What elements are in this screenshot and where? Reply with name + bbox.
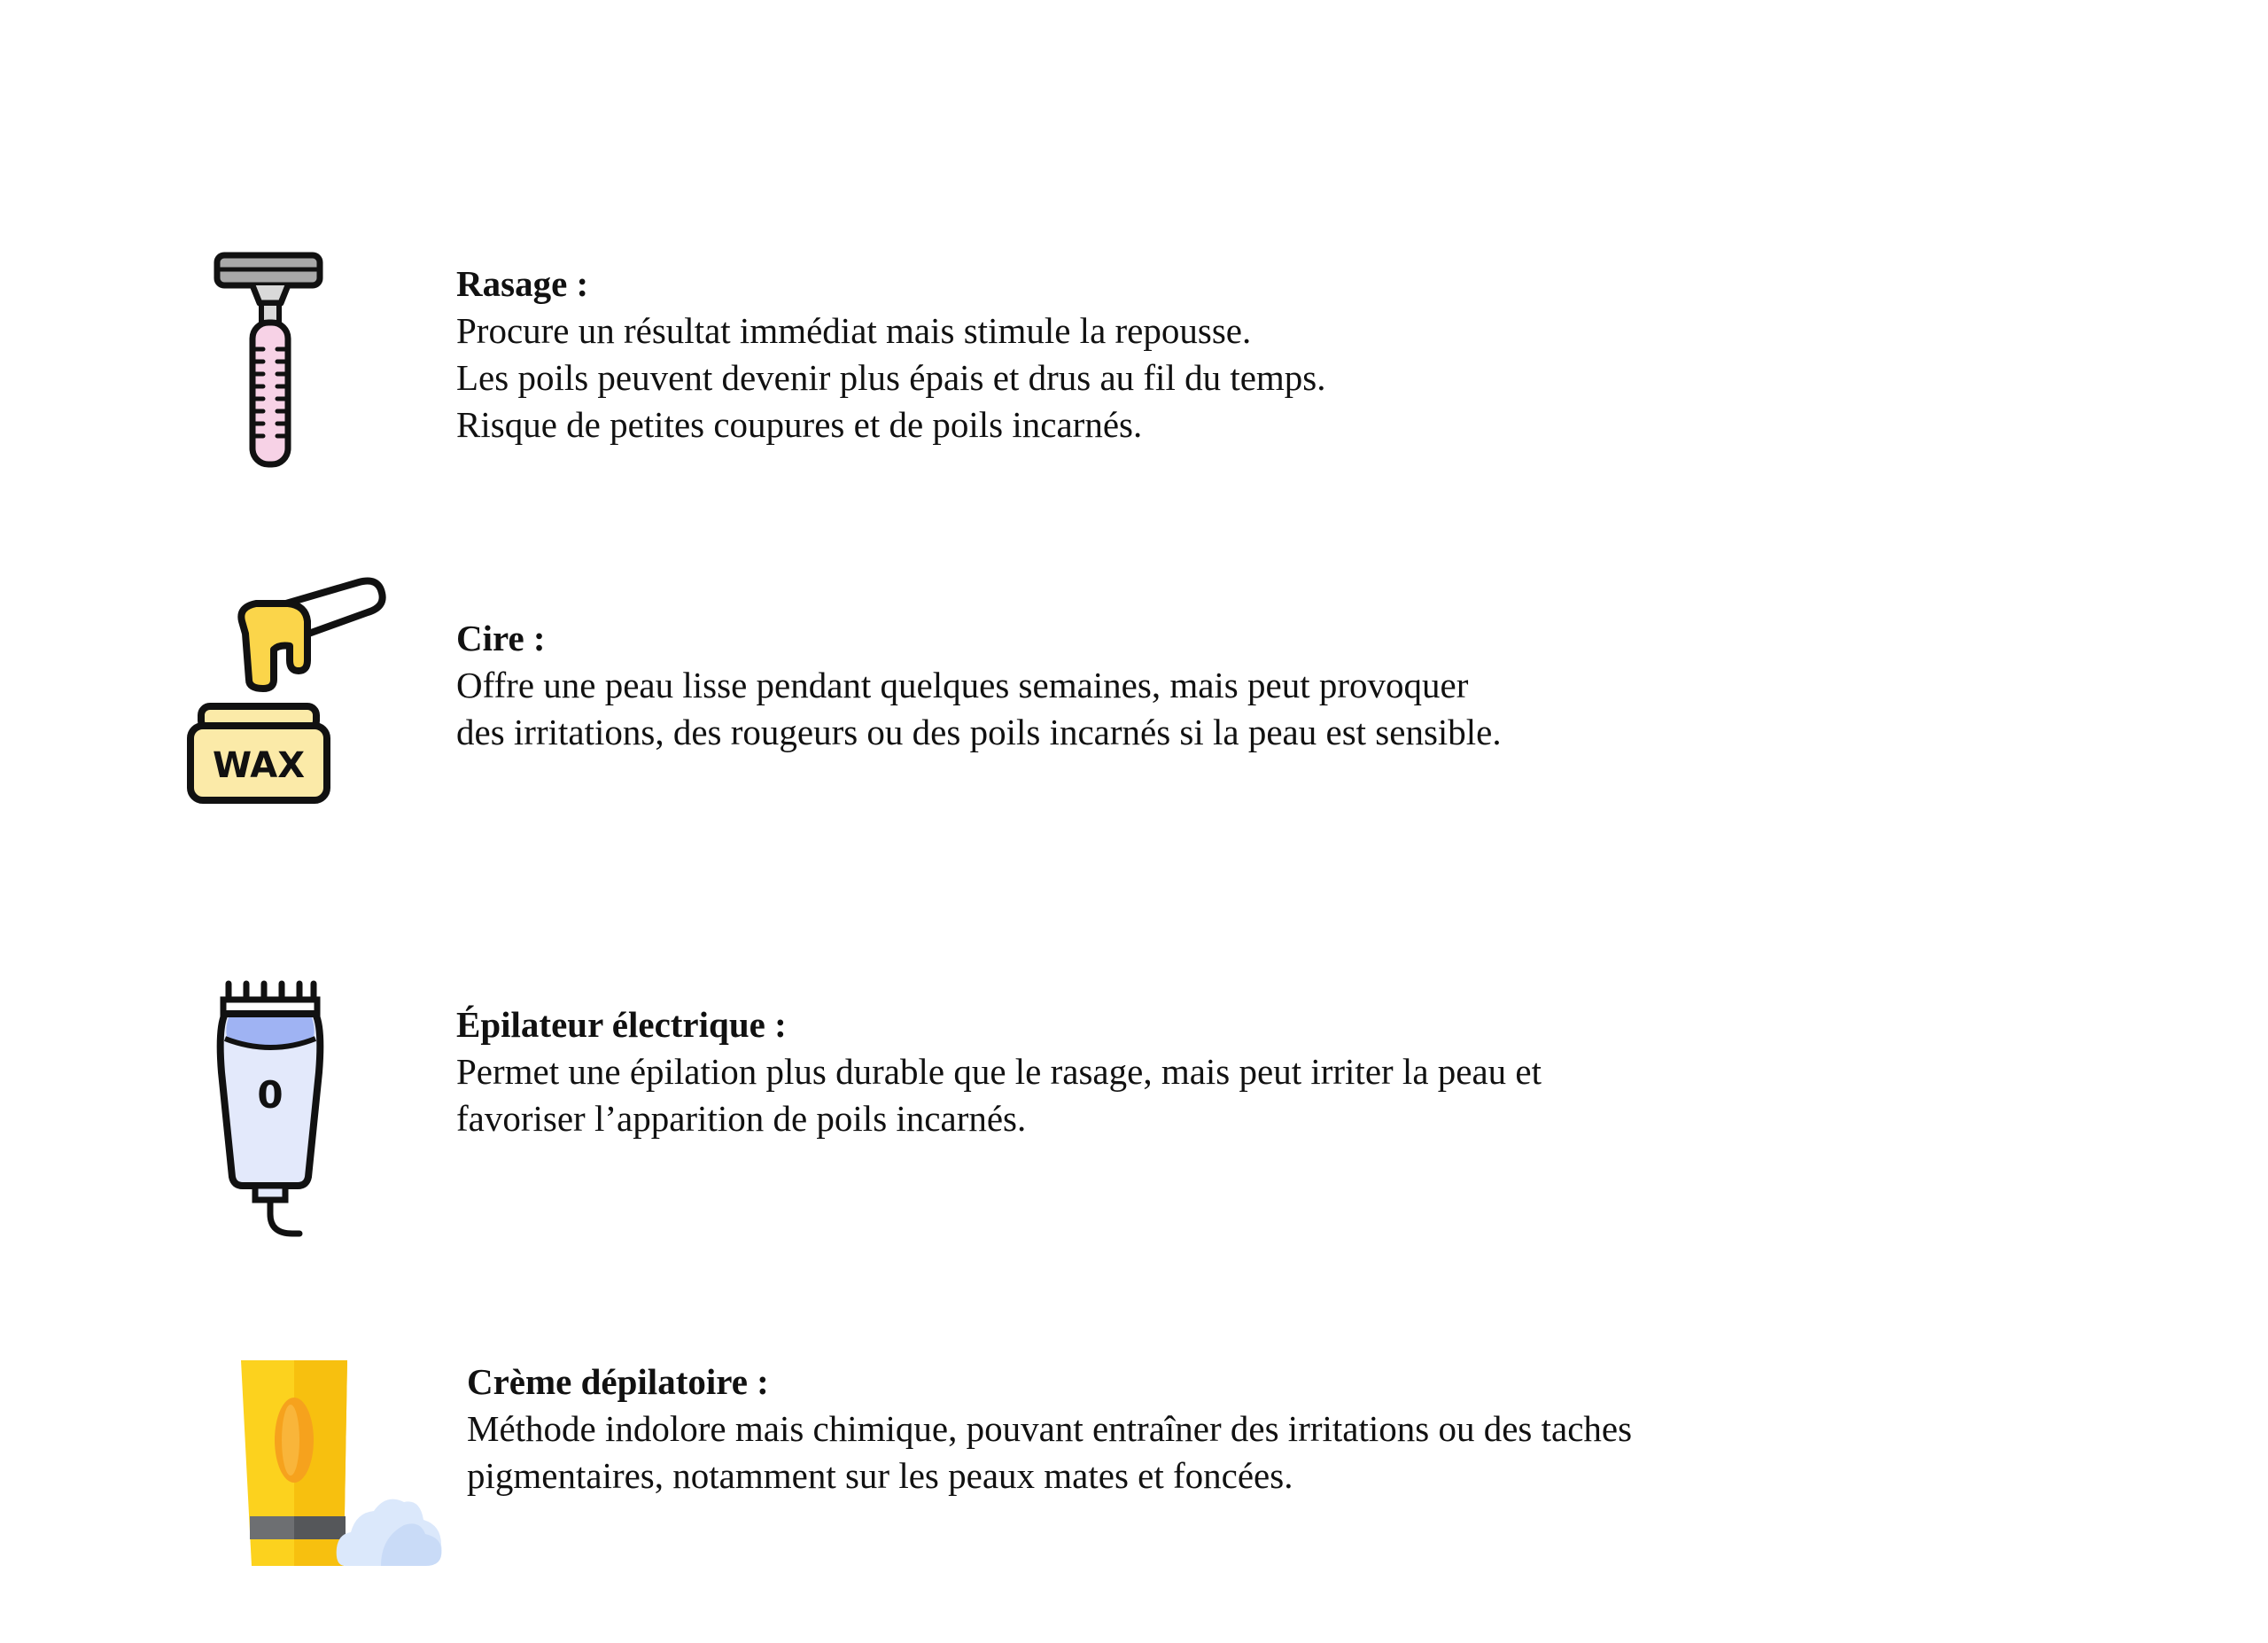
switch-label: 0 [257,1073,284,1117]
method-text-epilator [456,1001,2051,1142]
method-text-cream [467,1359,2062,1499]
wax-label: WAX [212,745,306,786]
method-line: Procure un résultat immédiat mais stimule la repousse. [456,310,1252,351]
method-title: Crème dépilatoire : [467,1361,769,1402]
method-line: favoriser l’apparition de poils incarnés. [456,1098,1027,1139]
method-line: pigmentaires, notamment sur les peaux mates et foncées. [467,1455,1293,1496]
method-text-wax [456,615,2051,756]
cream-tube-icon [239,1360,452,1582]
method-title: Épilateur électrique : [456,1004,787,1045]
method-title: Rasage : [456,263,589,304]
method-title: Cire : [456,618,546,658]
method-line: Les poils peuvent devenir plus épais et drus au fil du temps. [456,357,1326,398]
razor-icon [208,250,332,471]
method-line: Risque de petites coupures et de poils incarnés. [456,404,1143,445]
method-line: des irritations, des rougeurs ou des poils incarnés si la peau est sensible. [456,712,1502,752]
method-line: Permet une épilation plus durable que le rasage, mais peut irriter la peau et [456,1051,1542,1092]
method-text-shaving [456,261,2051,448]
method-line: Méthode indolore mais chimique, pouvant entraîner des irritations ou des taches [467,1408,1633,1449]
method-line: Offre une peau lisse pendant quelques semaines, mais peut provoquer [456,665,1469,705]
wax-jar-icon [182,572,394,811]
electric-epilator-icon [213,975,328,1241]
